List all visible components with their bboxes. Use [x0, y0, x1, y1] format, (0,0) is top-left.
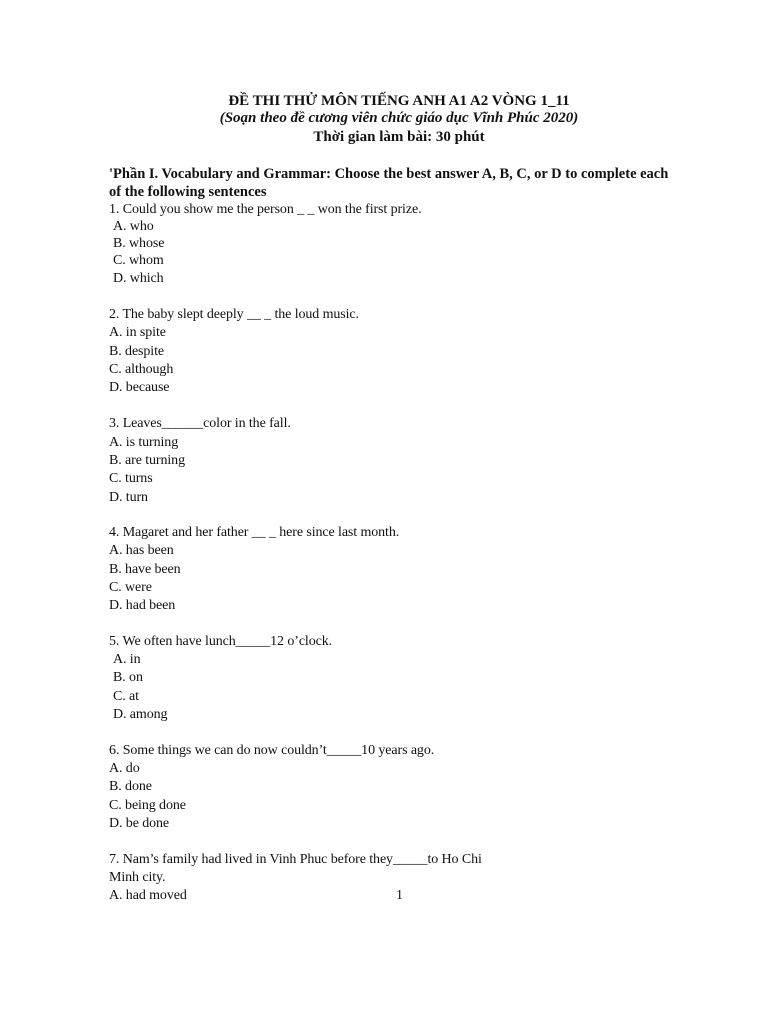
question-7-option-a: A. had moved [109, 888, 187, 903]
question-4-option-a: A. has been [109, 543, 174, 558]
question-5-option-d: D. among [113, 707, 168, 722]
question-3-option-c: C. turns [109, 471, 153, 486]
question-5-option-c: C. at [113, 689, 139, 704]
question-4-option-d: D. had been [109, 598, 176, 613]
question-1-option-d: D. which [113, 271, 164, 286]
page-number: 1 [396, 888, 403, 903]
question-2-stem: 2. The baby slept deeply __ _ the loud music. [109, 307, 359, 322]
question-1-option-c: C. whom [113, 253, 164, 268]
question-4-option-b: B. have been [109, 562, 181, 577]
question-5-stem: 5. We often have lunch_____12 o’clock. [109, 634, 333, 649]
section-title: 'Phần I. Vocabulary and Grammar: Choose the best answer A, B, C, or D to complete each of the following sentences [109, 166, 669, 200]
question-3-option-a: A. is turning [109, 435, 179, 450]
question-2-option-c: C. although [109, 362, 174, 377]
question-6-option-b: B. done [109, 779, 152, 794]
question-7-stem-continued: Minh city. [109, 870, 166, 885]
question-2-option-a: A. in spite [109, 325, 166, 340]
question-3-option-b: B. are turning [109, 453, 185, 468]
question-1-option-a: A. who [113, 219, 154, 234]
question-1-option-b: B. whose [113, 236, 165, 251]
question-3-option-d: D. turn [109, 490, 148, 505]
question-2-option-d: D. because [109, 380, 170, 395]
question-1-stem: 1. Could you show me the person _ _ won the first prize. [109, 202, 422, 217]
question-7-stem: 7. Nam’s family had lived in Vinh Phuc before they_____to Ho Chi [109, 852, 482, 867]
question-6-option-a: A. do [109, 761, 140, 776]
question-5-option-a: A. in [113, 652, 141, 667]
exam-title: ĐỀ THI THỬ MÔN TIẾNG ANH A1 A2 VÒNG 1_11 [228, 93, 570, 109]
exam-subtitle: (Soạn theo đề cương viên chức giáo dục Vĩnh Phúc 2020) [219, 110, 579, 126]
exam-time: Thời gian làm bài: 30 phút [313, 129, 485, 145]
question-2-option-b: B. despite [109, 344, 164, 359]
question-4-stem: 4. Magaret and her father __ _ here since last month. [109, 525, 400, 540]
question-6-option-d: D. be done [109, 816, 170, 831]
question-6-option-c: C. being done [109, 798, 186, 813]
question-5-option-b: B. on [113, 670, 143, 685]
question-3-stem: 3. Leaves______color in the fall. [109, 416, 291, 431]
question-6-stem: 6. Some things we can do now couldn’t_____10 years ago. [109, 743, 435, 758]
question-4-option-c: C. were [109, 580, 152, 595]
